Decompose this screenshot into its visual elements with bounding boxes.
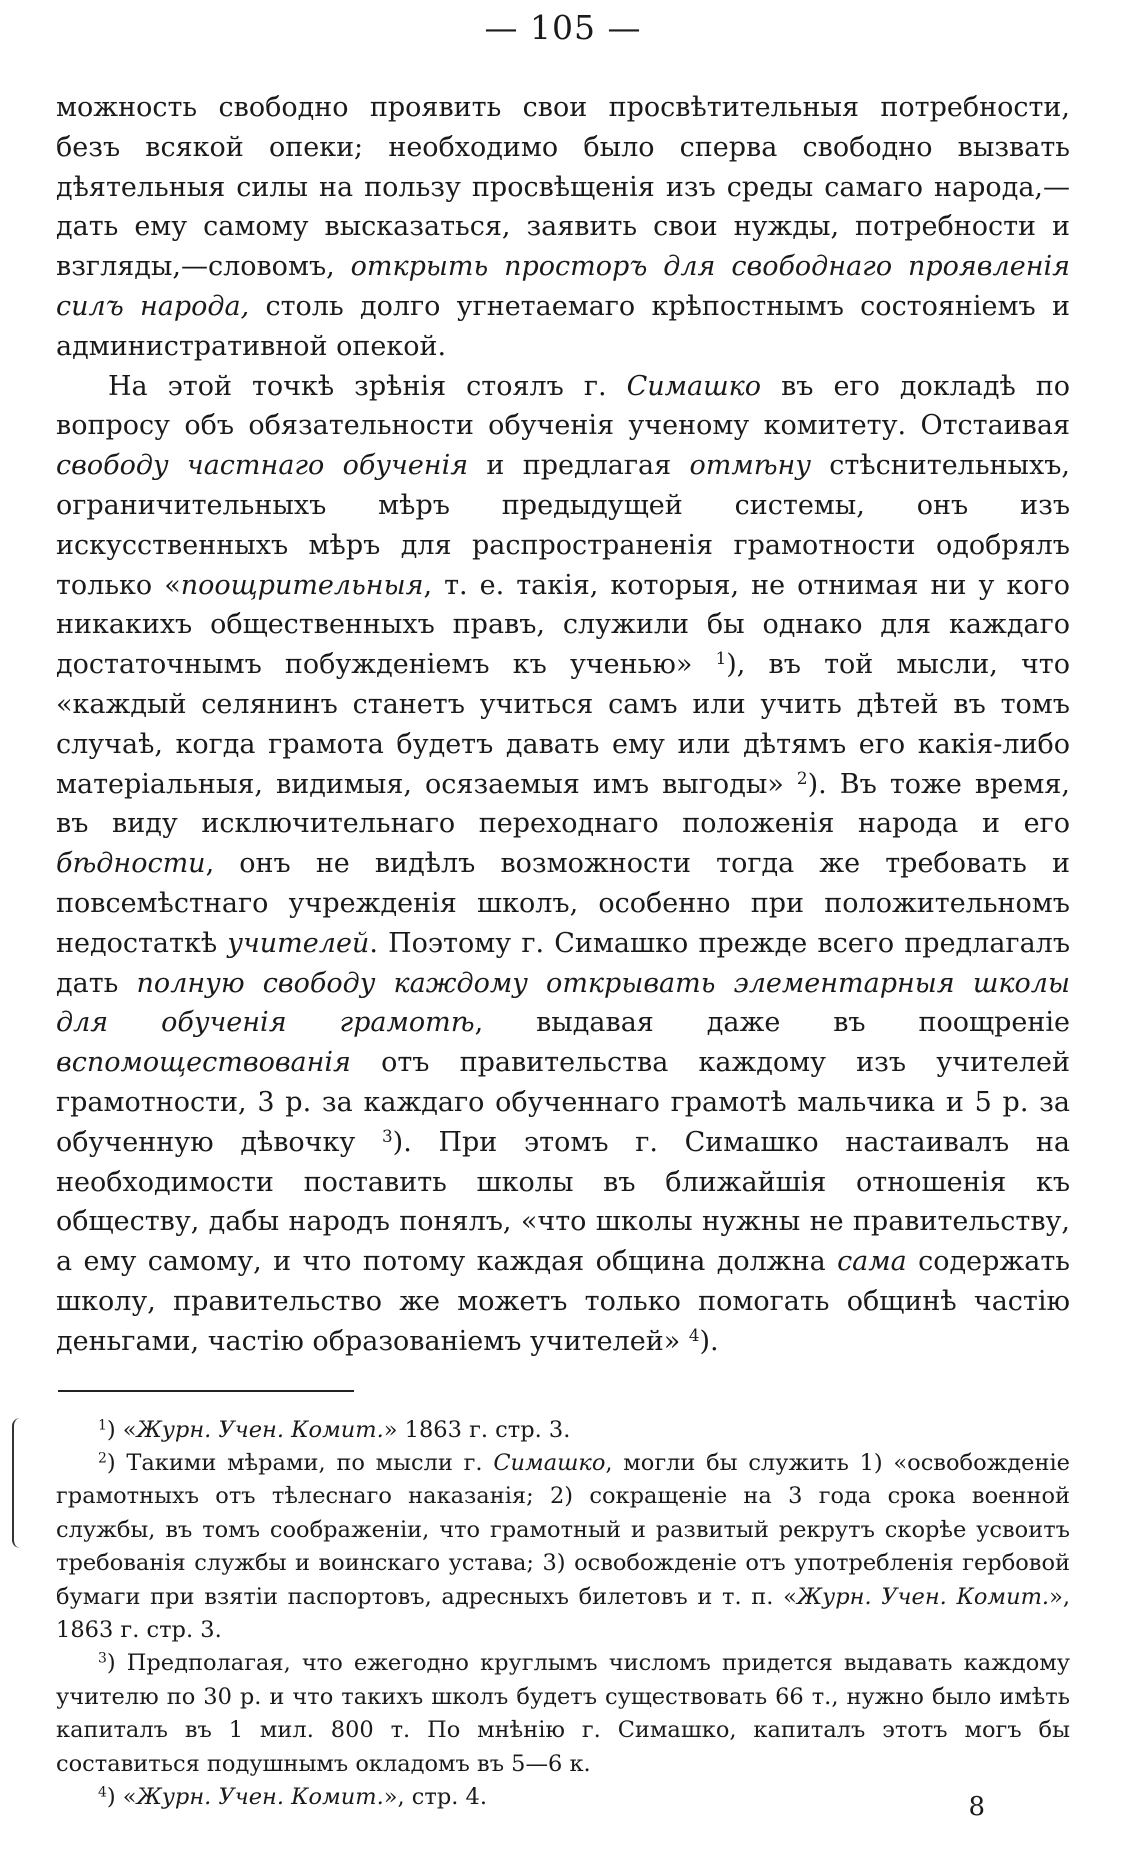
footnotes [56,1414,1070,1815]
footnote [56,1414,1070,1447]
emphasis-text: Журн. Учен. Комит. [136,1416,384,1443]
emphasis-text: вспомоществованія [56,1047,351,1079]
emphasis-text: Журн. Учен. Комит. [796,1583,1050,1610]
footnote-reference: 1 [98,1416,107,1433]
footnote-divider [58,1390,354,1392]
footnote-reference: 2 [98,1450,107,1467]
text-run: столь долго угнетаемаго крѣпостнымъ состояніемъ и административной опекой. [56,290,1070,362]
emphasis-text: сама [837,1246,907,1278]
footnote-reference: 1 [715,647,727,668]
text-run: ) Такими мѣрами, по мысли г. [106,1449,494,1476]
footnote-reference: 4 [688,1324,700,1345]
main-text [56,88,1070,1362]
text-run: отъ правительства каждому изъ учителей грамотности, 3 р. за каждаго обученнаго грамотѣ мальчика и 5 р. за обученную дѣвочку [56,1047,1070,1158]
text-run: , могли бы служить 1) «освобожденіе грамотныхъ отъ тѣлеснаго наказанія; 2) сокращеніе на 3 года срока военной службы, въ томъ соображеніи, что грамотный и развитый рекрутъ скорѣе усвоитъ требованія службы и воинскаго устава; 3) освобожденіе отъ употребленія гербовой бумаги при взятіи паспортовъ, адресныхъ билетовъ и т. п. « [56,1449,1070,1610]
emphasis-text: Симашко [493,1449,606,1476]
footnote [56,1781,1070,1814]
footnote-reference: 3 [98,1650,107,1667]
text-run: ). [699,1325,719,1357]
text-run: ) Предполагая, что ежегодно круглымъ числомъ придется выдавать каждому учителю по 30 р. и что такихъ школъ будетъ существовать 66 т., нужно было имѣть капиталъ въ 1 мил. 800 т. По мнѣнію г. Симашко, капиталъ этотъ могъ бы составиться подушнымъ окладомъ въ 5—6 к. [56,1650,1070,1777]
footnote-reference: 2 [796,767,808,788]
text-run: », стр. 4. [383,1783,488,1810]
emphasis-text: открыть просторъ для свободнаго проявленія силъ народа, [56,251,1070,322]
emphasis-text: бѣдности [56,848,206,880]
text-run: и предлагая [468,450,690,482]
text-run: На этой точкѣ зрѣнія стоялъ г. [108,370,627,402]
text-run: . Поэтому г. Симашко прежде всего предлагалъ дать [56,927,1071,999]
text-run: », 1863 г. стр. 3. [56,1583,1070,1643]
emphasis-text: полную свободу каждому открывать элементарныя школы для обученія грамотѣ [56,967,1070,1039]
footnote-reference: 4 [98,1784,107,1801]
text-run: ) « [106,1783,137,1810]
footnote [56,1447,1070,1647]
text-run: » 1863 г. стр. 3. [383,1416,571,1443]
text-run: ). Въ тоже время, въ виду исключительнаго переходнаго положенія народа и его [56,768,1070,840]
text-run: въ его докладѣ по вопросу объ обязательности обученія ученому комитету. Отстаивая [56,370,1071,442]
emphasis-text: отмѣну [689,450,811,482]
text-run: ), въ той мысли, что «каждый селянинъ станетъ учиться самъ или учить дѣтей въ томъ случаѣ, когда грамота будетъ давать ему или дѣтямъ его какія-либо матеріальныя, видимыя, осязаемыя имъ выгоды» [56,649,1070,800]
text-run: содержать школу, правительство же можетъ только помогать общинѣ частію деньгами, частію образованіемъ учителей» [56,1246,1070,1357]
text-run: можность свободно проявить свои просвѣтительныя потребности, безъ всякой опеки; необходимо было сперва свободно вызвать дѣятельныя силы на пользу просвѣщенія изъ среды самаго народа,—дать ему самому высказаться, заявить свои нужды, потребности и взгляды,—словомъ, [56,92,1070,283]
paragraph [56,367,1070,1362]
text-run: ) « [106,1416,137,1443]
signature-mark: 8 [968,1792,985,1822]
emphasis-text: учителей [227,927,370,959]
text-run: ). При этомъ г. Симашко настаивалъ на необходимости поставить школы въ ближайшія отношенія къ обществу, дабы народъ понялъ, «что школы нужны не правительству, а ему самому, и что потому каждая община должна [56,1126,1071,1278]
text-run: , т. е. такія, которыя, не отнимая ни у кого никакихъ общественныхъ правъ, служили бы однако для каждаго достаточнымъ побужденіемъ къ ученью» [56,569,1070,681]
footnote-reference: 3 [382,1125,393,1146]
emphasis-text: Журн. Учен. Комит. [136,1783,384,1810]
emphasis-text: Симашко [626,370,762,402]
footnote [56,1647,1070,1781]
page-number: — 105 — [484,8,642,47]
margin-bracket-mark [12,1418,24,1548]
paragraph [56,88,1070,367]
emphasis-text: свободу частнаго обученія [56,450,469,482]
text-run: стѣснительныхъ, ограничительныхъ мѣръ предыдущей системы, онъ изъ искусственныхъ мѣръ для распространенія грамотности одобрялъ только « [56,450,1070,601]
text-run: , выдавая даже въ поощреніе [474,1007,1070,1039]
emphasis-text: поощрительныя [180,569,424,601]
text-run: , онъ не видѣлъ возможности тогда же требовать и повсемѣстнаго учрежденія школъ, особенно при положительномъ недостаткѣ [56,848,1070,959]
